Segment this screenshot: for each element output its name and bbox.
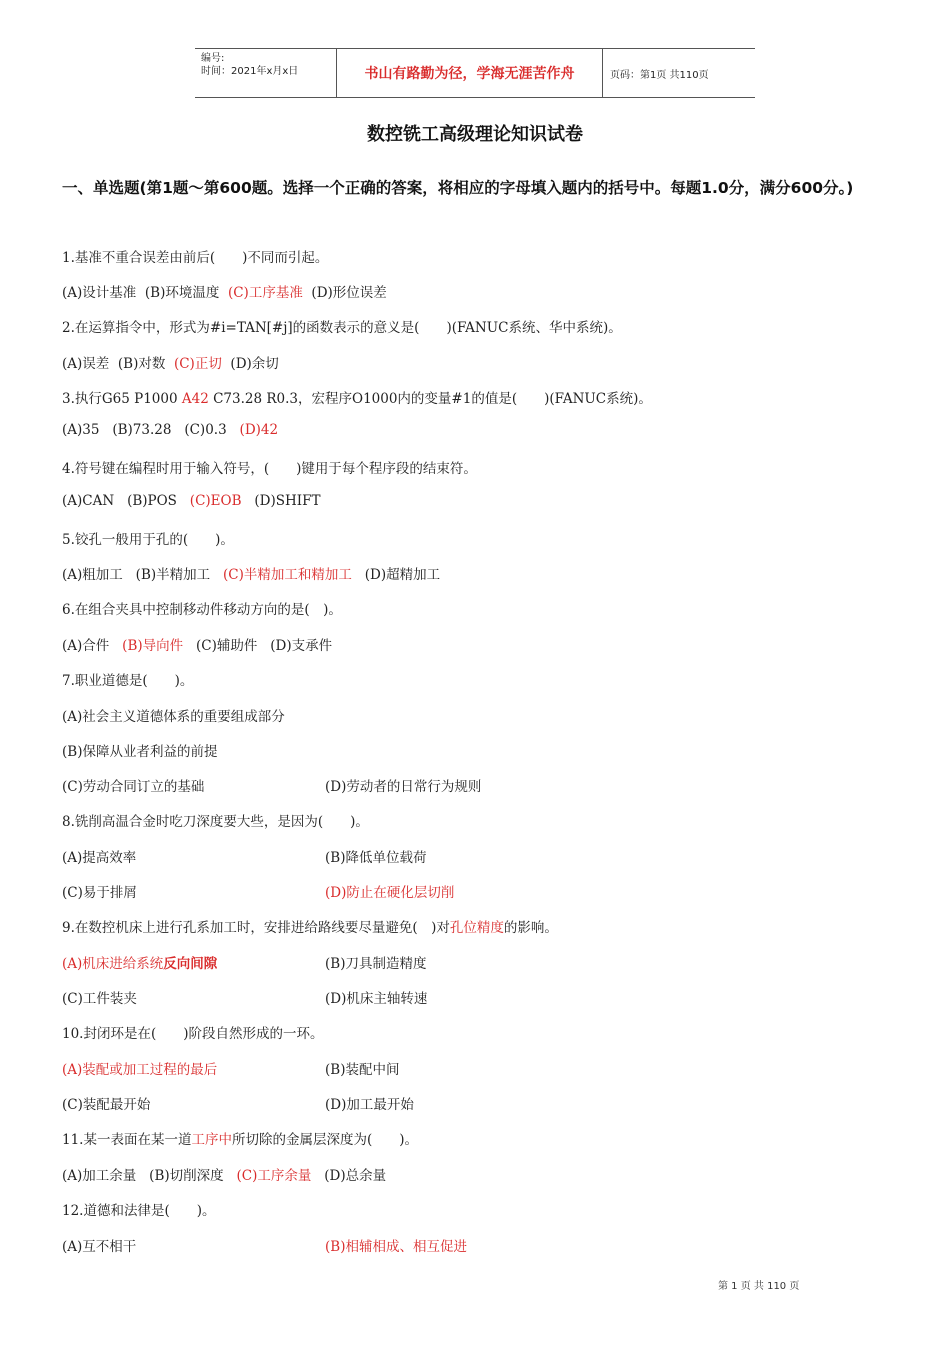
option-d: (D)加工最开始 [325, 1097, 414, 1113]
option-a-answer [62, 952, 217, 972]
option-b: (B)环境温度 [144, 285, 220, 301]
options-row-3 [62, 422, 278, 438]
option-a: (A)合件 [62, 638, 110, 654]
option-a: (A)提高效率 [62, 850, 137, 866]
options-row-11 [62, 1164, 386, 1184]
option-c: (C)易于排屑 [62, 885, 137, 901]
header-meta [195, 49, 337, 97]
option-a: (A)35 [62, 422, 100, 438]
option-a: (A)误差 [62, 356, 110, 372]
option-a: (A)粗加工 [62, 567, 123, 583]
option-c-answer: (C)半精加工和精加工 [223, 567, 352, 583]
serial-label: 编号: [201, 53, 225, 64]
option-b: (B)对数 [117, 356, 166, 372]
question-stem-9 [62, 916, 558, 936]
stem-highlight: 工序中 [191, 1132, 232, 1148]
option-b: (B)降低单位载荷 [325, 850, 427, 866]
option-c-answer: (C)EOB [189, 493, 242, 509]
option-a: (A)设计基准 [62, 285, 137, 301]
option-d: (D)总余量 [324, 1168, 387, 1184]
page-header [195, 48, 755, 98]
option-c-answer: (C)工序基准 [227, 285, 303, 301]
stem-text: 所切除的金属层深度为( )。 [231, 1132, 419, 1148]
option-d-answer: (D)防止在硬化层切削 [325, 885, 455, 901]
option-b: (B)切削深度 [149, 1168, 224, 1184]
options-row-6 [62, 634, 332, 654]
option-c: (C)装配最开始 [62, 1097, 151, 1113]
option-b: (B)保障从业者利益的前提 [62, 744, 218, 760]
option-d: (D)机床主轴转速 [325, 991, 428, 1007]
option-c: (C)辅助件 [196, 638, 258, 654]
option-b: (B)POS [127, 493, 177, 509]
option-text: (A)机床进给系统 [62, 956, 164, 972]
question-stem-6: 6.在组合夹具中控制移动件移动方向的是( )。 [62, 602, 342, 618]
option-c: (C)0.3 [184, 422, 227, 438]
question-stem-10: 10.封闭环是在( )阶段自然形成的一环。 [62, 1026, 324, 1042]
question-stem-11 [62, 1128, 418, 1148]
option-a: (A)社会主义道德体系的重要组成部分 [62, 709, 285, 725]
page-footer: 第 1 页 共 110 页 [718, 1281, 800, 1292]
header-motto: 书山有路勤为径，学海无涯苦作舟 [337, 49, 603, 97]
option-d-answer: (D)42 [239, 422, 279, 438]
option-d: (D)支承件 [270, 638, 333, 654]
options-row-1 [62, 281, 387, 301]
option-a: (A)加工余量 [62, 1168, 137, 1184]
document-title: 数控铣工高级理论知识试卷 [367, 124, 583, 145]
option-b: (B)半精加工 [135, 567, 211, 583]
stem-highlight: A42 [181, 391, 209, 407]
question-stem-1: 1.基准不重合误差由前后( )不同而引起。 [62, 250, 329, 266]
option-d: (D)余切 [230, 356, 279, 372]
option-c: (C)劳动合同订立的基础 [62, 779, 205, 795]
option-c-answer: (C)正切 [173, 356, 222, 372]
stem-highlight: 孔位精度 [449, 920, 504, 936]
option-a: (A)CAN [62, 493, 115, 509]
stem-text: C73.28 R0.3，宏程序O1000内的变量#1的值是( )(FANUC系统)。 [208, 391, 652, 407]
options-row-4 [62, 493, 320, 509]
option-a: (A)互不相干 [62, 1239, 137, 1255]
header-page-info: 页码：第1页 共110页 [610, 69, 709, 81]
option-a-answer: (A)装配或加工过程的最后 [62, 1062, 218, 1078]
option-c: (C)工件装夹 [62, 991, 137, 1007]
question-stem-3 [62, 387, 652, 407]
stem-text: 11.某一表面在某一道 [62, 1132, 192, 1148]
option-d: (D)劳动者的日常行为规则 [325, 779, 482, 795]
option-d: (D)形位误差 [311, 285, 387, 301]
option-b-answer: (B)导向件 [122, 638, 184, 654]
question-stem-5: 5.铰孔一般用于孔的( )。 [62, 532, 234, 548]
option-c-answer: (C)工序余量 [236, 1168, 312, 1184]
question-stem-8: 8.铣削高温合金时吃刀深度要大些，是因为( )。 [62, 814, 369, 830]
question-stem-4: 4.符号键在编程时用于输入符号，( )键用于每个程序段的结束符。 [62, 461, 477, 477]
options-row-2 [62, 352, 279, 372]
question-stem-7: 7.职业道德是( )。 [62, 673, 194, 689]
time-label: 时间：2021年x月x日 [201, 66, 299, 77]
stem-text: 的影响。 [503, 920, 558, 936]
option-b-answer: (B)相辅相成、相互促进 [325, 1239, 467, 1255]
option-d: (D)超精加工 [364, 567, 441, 583]
question-stem-12: 12.道德和法律是( )。 [62, 1203, 216, 1219]
question-stem-2: 2.在运算指令中，形式为#i=TAN[#j]的函数表示的意义是( )(FANUC系统、华中系统)。 [62, 320, 622, 336]
option-b: (B)刀具制造精度 [325, 956, 427, 972]
option-d: (D)SHIFT [254, 493, 321, 509]
section-heading: 一、单选题(第1题～第600题。选择一个正确的答案，将相应的字母填入题内的括号中。每题1.0分，满分600分。) [62, 179, 854, 197]
option-b: (B)装配中间 [325, 1062, 400, 1078]
stem-text: 9.在数控机床上进行孔系加工时，安排进给路线要尽量避免( )对 [62, 920, 450, 936]
stem-text: 3.执行G65 P1000 [62, 391, 182, 407]
option-b: (B)73.28 [112, 422, 172, 438]
options-row-5 [62, 563, 440, 583]
option-emphasis: 反向间隙 [163, 956, 218, 972]
